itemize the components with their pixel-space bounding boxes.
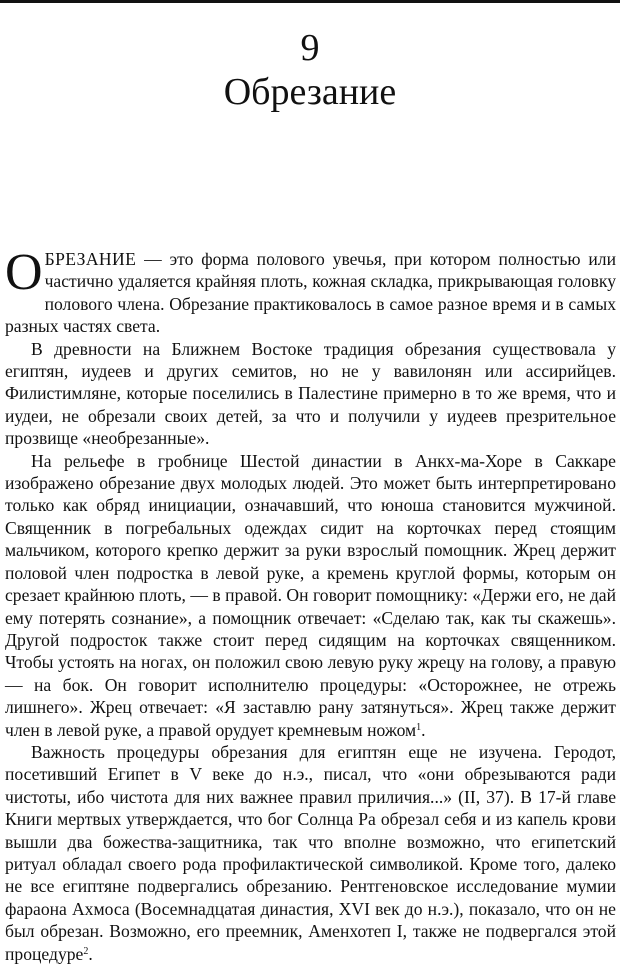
paragraph-3-end: . bbox=[421, 719, 426, 740]
footnote-ref-1[interactable]: 1 bbox=[416, 721, 422, 733]
paragraph-1 bbox=[5, 244, 616, 338]
chapter-title: Обрезание bbox=[223, 71, 397, 113]
paragraph-2: В древности на Ближнем Востоке традиция обрезания существовала у египтян, иудеев и других семитов, но не у вавилонян или ассирийцев. Филистимляне, которые поселились в Палестине примерно в то же время, что и иудеи, не обрезали своих детей, за что и получили у иудеев презрительное прозвище «необрезанные». bbox=[5, 338, 616, 449]
paragraph-4-text: Важность процедуры обрезания для египтян еще не изучена. Геродот, посетивший Египет в V веке до н.э., писал, что «они обрезываются ради чистоты, ибо чистота для них важнее правил приличия...» (II, 37). В 17-й главе Книги мертвых утверждается, что бог Солнца Ра обрезал себя и из капель крови вышли два божества-защитника, так что вполне возможно, что египетский ритуал обладал своего рода профилактической символикой. Кроме того, далеко не все египтяне подвергались обрезанию. Рентгеновское исследование мумии фараона Ахмоса (Восемнадцатая династия, XVI век до н.э.), показало, что он не был обрезан. Возможно, его преемник, Аменхотеп I, также не подвергался этой процедуре bbox=[5, 741, 616, 964]
paragraph-3 bbox=[5, 450, 616, 741]
paragraph-1-text: — это форма полового увечья, при котором полностью или частично удаляется крайняя плоть, кожная складка, прикрывающая головку полового члена. Обрезание практиковалось в самое разное время и в самых разных частях света. bbox=[5, 249, 616, 337]
body-text bbox=[5, 244, 616, 965]
paragraph-4-end: . bbox=[88, 943, 93, 964]
footnote-ref-2[interactable]: 2 bbox=[83, 945, 89, 957]
paragraph-3-text: На рельефе в гробнице Шестой династии в Анкх-ма-Хоре в Саккаре изображено обрезание двух молодых людей. Это может быть интерпретировано только как обряд инициации, означавший, что юноша становится мужчиной. Священник в погребальных одеждах сидит на корточках перед стоящим мальчиком, которого крепко держит за руки взрослый помощник. Жрец держит половой член подростка в левой руке, а кремень круглой формы, которым он срезает крайнюю плоть, — в правой. Он говорит помощнику: «Держи его, не дай ему потерять сознание», а помощник отвечает: «Сделаю так, как ты скажешь». Другой подросток также стоит перед сидящим на корточках священником. Чтобы устоять на ногах, он положил свою левую руку жрецу на голову, а правую — на бок. Он говорит исполнителю процедуры: «Осторожнее, не отрежь лишнего». Жрец отвечает: «Я заставлю рану затянуться». Жрец также держит член в левой руке, а правой орудует кремневым ножом bbox=[5, 450, 616, 740]
chapter-number: 9 bbox=[300, 27, 320, 69]
paragraph-4 bbox=[5, 741, 616, 965]
top-rule bbox=[0, 0, 620, 3]
paragraph-1-lead: БРЕЗАНИЕ bbox=[44, 249, 137, 269]
drop-cap: О bbox=[5, 244, 43, 301]
